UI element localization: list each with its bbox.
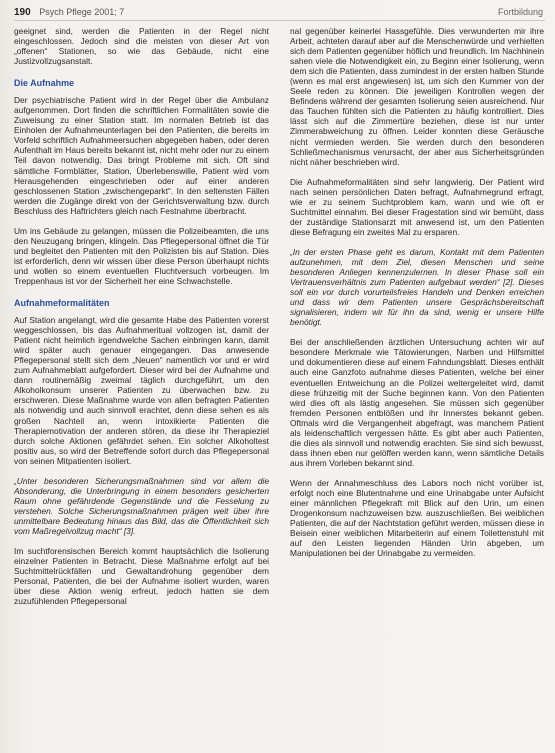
quote-block: „Unter besonderen Sicherungsmaßnahmen sind vor allem die Absonderung, die Unterbringung in einem besonders gesicherten Raum ohne gefährdende Gegenstände und die Fesselung zu verstehen. Solche Sicherungsmaßnahmen prägen weit über ihre unmittelbare Bedeutung hinaus das Bild, das die Öffentlichkeit sich vom Maßregelvollzug macht“ [3]. (14, 475, 269, 536)
section-heading: Die Aufnahme (14, 78, 75, 89)
section-label: Fortbildung (497, 7, 543, 17)
right-column (290, 26, 544, 749)
paragraph: Im suchtforensischen Bereich kommt hauptsächlich die Isolierung einzelner Patienten in Betracht. Diese Maßnahme erfolgt auf bei Suchtmittelrückfällen und Gewaltandrohung gegenüber dem Personal, Patienten, die bei der Aufnahme isoliert wurden, waren über diese Aktion wenig erfreut, jedoch hatten sie dem zuzufühlenden Pflegepersonal (14, 546, 269, 607)
paragraph: geeignet sind, werden die Patienten in der Regel nicht eingeschlossen. Jedoch sind die meisten von dieser Art von „offenen“ Stationen, so wie das Gebäude, nicht eine Justizvollzugsanstalt. (14, 26, 269, 67)
paragraph: Um ins Gebäude zu gelangen, müssen die Polizeibeamten, die uns den Neuzugang bringen, klingeln. Das Pflegepersonal öffnet die Tür und begleitet den Patienten mit den Polizisten bis auf Station. Dies ist erforderlich, denn wir wissen über diese Person überhaupt nichts und wollen so einem eventuellen Fluchtversuch vorbeugen. Im Treppenhaus ist vor der Sicherheit her eine Schwachstelle. (14, 225, 269, 286)
header-rule (14, 20, 545, 21)
paragraph: Bei der anschließenden ärztlichen Untersuchung achten wir auf besondere Merkmale wie Tätowierungen, Narben und Hilfsmittel und dokumentieren diese auf einem Fahndungsblatt. Dieses enthält auch eine Ganzfoto aufnahme dieses Patienten, welche bei einer eventuellen Entweichung an die Polizei weitergeleitet wird, damit diese frühzeitig mit der Suche beginnen kann. Von den Patienten wird dies oft als lästig angesehen. Sie müssen sich gegenüber fremden Personen entblößen und ihr Innerstes bekannt geben. Oftmals wird die Vergangenheit abgefragt, was manchem Patient als leidenschaftlich vergessen hätte. Es gibt aber auch Patienten, die dies als sinnvoll und notwendig erachten. Sie sind sich bewusst, dass ihnen eben nur gelöffen werden kann, wenn sämtliche Details aus ihrem Vorleben bekannt sind. (290, 337, 544, 468)
paragraph: Die Aufnahmeformalitäten sind sehr langwierig. Der Patient wird nach seinen persönlichen Daten befragt, Aufnahmegrund erfragt, wie er zu seinem Suchtproblem kam, wann und wie oft er Suchtmittel einnahm. Bei dieser Fragestation sind wir bemüht, dass der zuständige Stationsarzt mit anwesend ist, um den Patienten diese Befragung ein zweites Mal zu ersparen. (290, 176, 544, 237)
page-number: 190 (14, 7, 31, 18)
paragraph: nal gegenüber keinerlei Hassgefühle. Dies verwunderten mir ihre Arbeit, achteten darauf aber auf die Menschenwürde und verhielten sich dem Patienten gegenüber höflich und freundlich. Im Nachhinein sahen viele die Notwendigkeit ein, zu Beginn einer Isolierung, wenn dem sich die Patienten, dass zumindest in der ersten halben Stunde (wenn es mal erst angewiesen) ist, um sich den Kummer von der Seele reden zu können. Die jeweiligen Kontrollen wegen der Befindens während der gesamten Isolierung seien ausreichend. Nur das Tauchen fühlten sich die Patienten zu häufig kontrolliert. Dies lässt sich auf die Zimmertüre beziehen, diese ist nur unter Zimmerabweichung zu öffnen. Leider konnten diese Geräusche nicht vermieden werden. Sie werden durch den besonderen Schließmechanismus verursacht, der aber aus Sicherheitsgründen nicht näher beschrieben wird. (290, 26, 544, 167)
quote-block: „In der ersten Phase geht es darum, Kontakt mit dem Patienten aufzunehmen, mit dem Ziel, diesen Menschen und seine besonderen Anliegen kennenzulernen. In dieser Phase soll ein Vertrauensverhältnis zum Patienten aufgebaut werden“ [2]. Dieses soll ein vor durch vorurteilsfreies Handeln und Denken erreichen und dass wir dem Patienten unsere Gesprächsbereitschaft signalisieren, indem wir für ihn da sind, wenig er unsere Hilfe benötigt. (290, 246, 544, 328)
paragraph: Auf Station angelangt, wird die gesamte Habe des Patienten vorerst weggeschlossen, bis das Aufnahmeritual vollzogen ist, damit der Patient nicht heimlich irgendwelche Sachen einbringen kann, damit wird später auch genauer eingegangen. Das anwesende Pflegepersonal stellt sich dem „Neuen“ namentlich vor und er wird zum Aufnahmeblatt aufgefordert. Dieser wird bei der Aufnahme und dann routinemäßig zweimal täglich durchgeführt, um den Alkoholkonsum unserer Patienten zu überwachen bzw. zu erschweren. Diese Maßnahme wurde von allen befragten Patienten als notwendig und auch sinnvoll erachtet, denn diese sehen es als großen Nachteil an, wenn intoxikierte Patienten die Therapiemotivation der anderen stören, da diese ihr Therapieziel durch solche Aktionen gefährdet sehen. Ein solcher Alkoholtest positiv aus, so wird der Betreffende sofort durch das Pflegepersonal von seinen Mitpatienten isoliert. (14, 315, 269, 466)
paragraph: Wenn der Annahmeschluss des Labors noch nicht vorüber ist, erfolgt noch eine Blutentnahme und eine Urinabgabe unter Aufsicht einer männlichen Pflegekraft mit Blick auf den Urin, um einen Drogenkonsum nachzuweisen bzw. auszuschließen. Bei weiblichen Patienten, die auf der Nachtstation geführt werden, müssen diese in Beisein einer weiblichen Mitarbeiterin auf einem Toilettenstuhl mit auf den Leisten liegenden Händen Urin abgeben, um Manipulationen bei der Urinabgabe zu vermeiden. (290, 477, 544, 559)
journal-name: Psych Pflege 2001; 7 (39, 7, 125, 17)
page-header (14, 4, 545, 20)
section-heading: Aufnahmeformalitäten (14, 298, 110, 309)
left-column (14, 26, 269, 749)
paragraph: Der psychiatrische Patient wird in der Regel über die Ambulanz aufgenommen. Dort finden die schriftlichen Formalitäten sowie die Zuweisung zu einer Station statt. Im normalen Betrieb ist das Einholen der Aufnahmeunterlagen bei den Patienten, die bereits im Vorfeld schriftlich Aufnahmeersuchen abgegeben haben, oder deren Aufenthalt im Haus bereits bekannt ist, nicht mehr oder nur zu einem Teil davon notwendig. Das bringt Probleme mit sich. Oft sind sämtliche Formblätter, Station, Überlebenswille, Patient wird vom Herausgehenden eingeschrieben oder auf einer anderen geschlossenen Station „zwischengeparkt“. In den seltensten Fällen werden die Zugänge direkt von der Gerichtsverwaltung bzw. durch Beschluss des Haftrichters gleich nach Festnahme überbracht. (14, 95, 269, 216)
